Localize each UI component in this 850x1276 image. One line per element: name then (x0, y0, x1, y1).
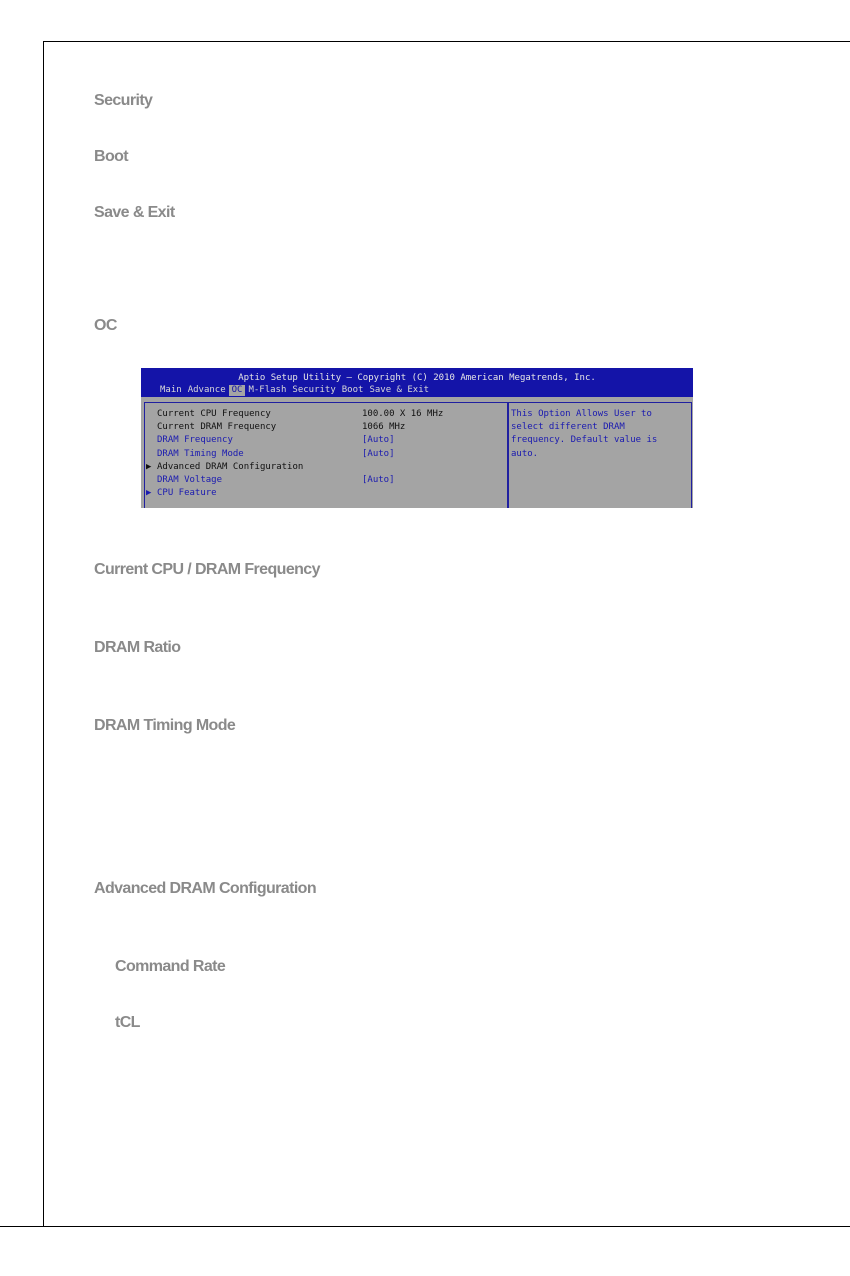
heading-advanced-dram-configuration: Advanced DRAM Configuration (94, 880, 317, 897)
bios-tab-boot[interactable]: Boot (341, 385, 364, 395)
bios-setting-label: DRAM Timing Mode (157, 448, 244, 459)
bios-tab-oc[interactable]: OC (229, 385, 246, 396)
heading-boot: Boot (94, 148, 129, 165)
heading-dram-timing-mode: DRAM Timing Mode (94, 717, 236, 734)
bios-setting-value[interactable]: [Auto] (362, 448, 395, 459)
bios-setting-value[interactable]: [Auto] (362, 475, 395, 485)
bios-setting-value: 100.00 X 16 MHz (362, 409, 444, 419)
bios-tab-m-flash[interactable]: M-Flash (248, 385, 287, 395)
bios-help-text-line: auto. (511, 448, 539, 459)
bios-header-bar (141, 368, 693, 397)
bios-setting-label: Advanced DRAM Configuration (157, 461, 304, 472)
bios-tab-main[interactable]: Main (160, 385, 182, 395)
bios-setting-label: DRAM Frequency (157, 435, 233, 446)
bios-screenshot (141, 368, 693, 508)
bios-tab-bar (157, 385, 432, 396)
heading-tcl: tCL (115, 1014, 140, 1031)
bios-setting-label: CPU Feature (157, 488, 217, 499)
bios-help-text-line: frequency. Default value is (511, 435, 658, 446)
page-frame-left-border (43, 41, 44, 1226)
bios-help-text-line: This Option Allows User to (511, 409, 652, 419)
heading-current-frequency: Current CPU / DRAM Frequency (94, 561, 320, 578)
bios-tab-advance[interactable]: Advance (187, 385, 226, 395)
heading-save-exit: Save & Exit (94, 204, 175, 221)
bios-help-text-line: select different DRAM (511, 422, 625, 433)
bios-tab-security[interactable]: Security (292, 385, 336, 395)
bios-tab-save-exit[interactable]: Save & Exit (369, 385, 430, 395)
bios-setting-label: Current CPU Frequency (157, 409, 271, 419)
bios-setting-label: Current DRAM Frequency (157, 422, 277, 433)
bios-setting-value[interactable]: [Auto] (362, 435, 395, 446)
submenu-arrow-icon: ▶ (146, 488, 152, 499)
bios-title: Aptio Setup Utility – Copyright (C) 2010 American Megatrends, Inc. (238, 373, 596, 383)
heading-command-rate: Command Rate (115, 958, 226, 975)
heading-oc: OC (94, 317, 117, 334)
bios-setting-label: DRAM Voltage (157, 475, 223, 485)
page-frame-bottom-border (0, 1226, 850, 1227)
page-frame-top-border (43, 41, 850, 42)
heading-security: Security (94, 92, 153, 109)
bios-setting-value: 1066 MHz (362, 422, 406, 433)
submenu-arrow-icon: ▶ (146, 461, 152, 472)
heading-dram-ratio: DRAM Ratio (94, 639, 181, 656)
